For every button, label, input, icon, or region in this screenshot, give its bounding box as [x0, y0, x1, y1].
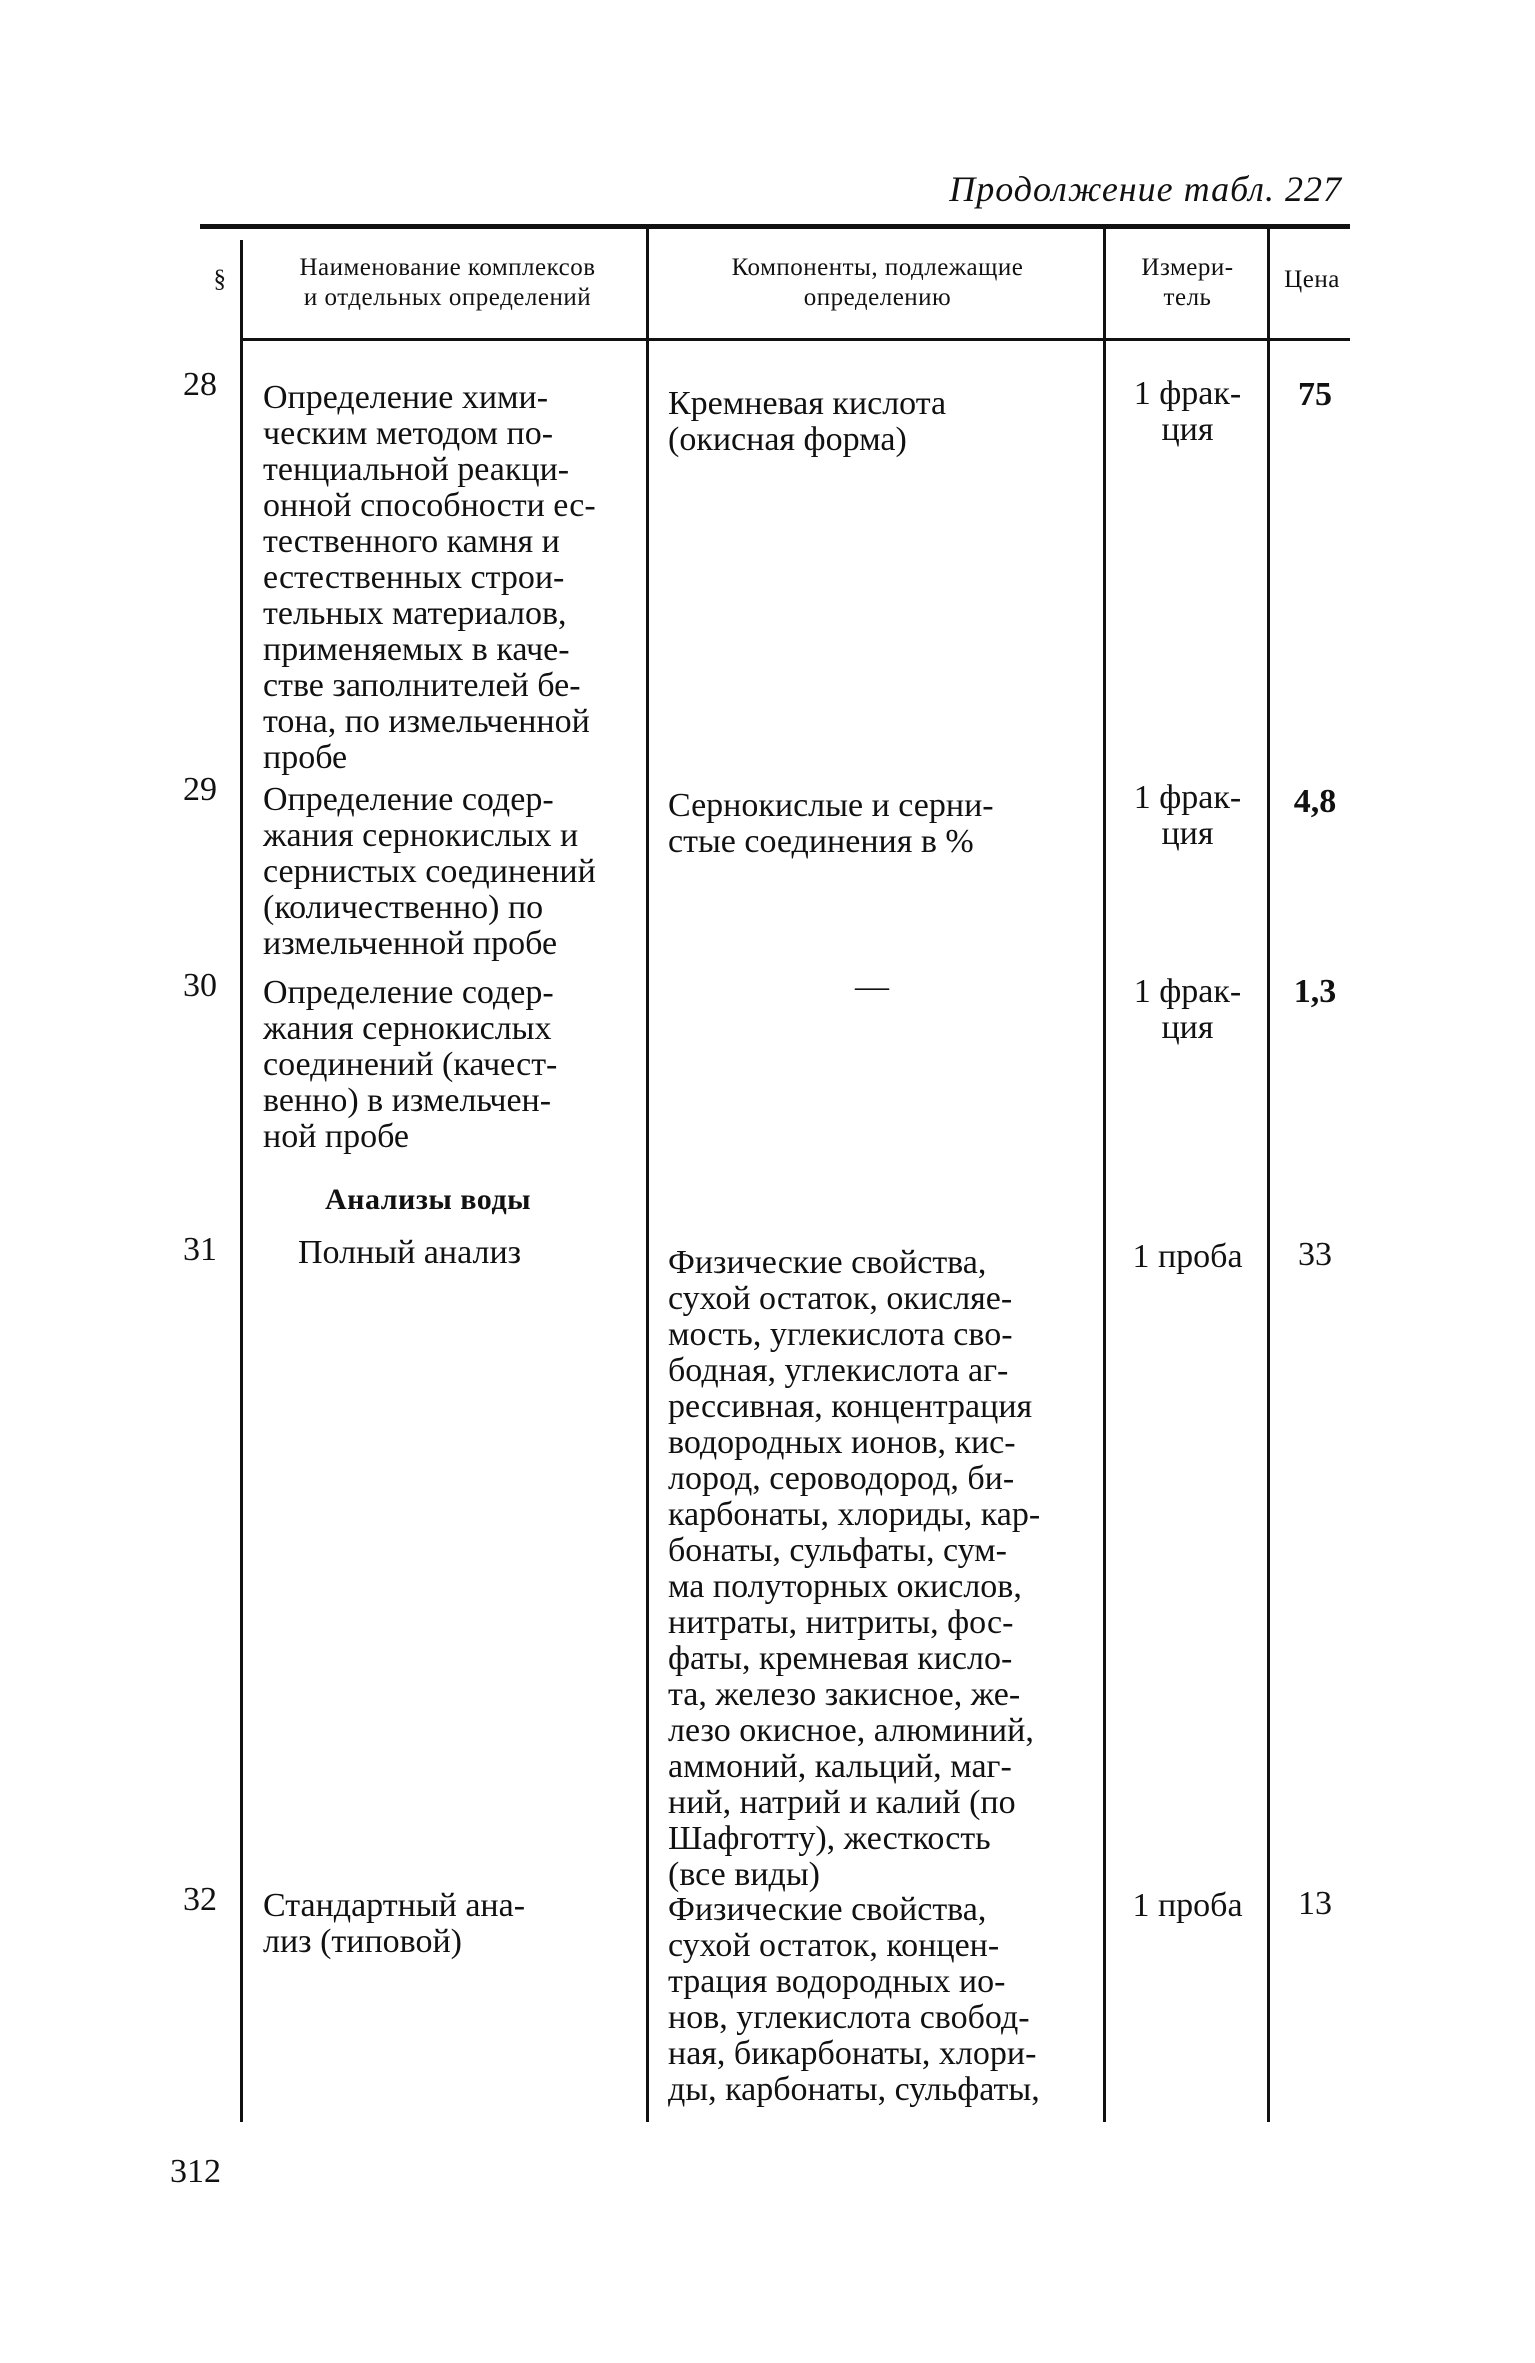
column-divider-3	[1103, 228, 1106, 2122]
row-price: 75	[1298, 376, 1332, 413]
row-unit: 1 фрак- ция	[1133, 779, 1242, 852]
header-name: Наименование комплексов и отдельных определений	[299, 254, 596, 311]
header-section: §	[213, 266, 227, 293]
row-components: Сернокислые и серни- стые соединения в %	[668, 787, 994, 860]
row-components: Кремневая кислота (окисная форма)	[668, 385, 947, 458]
header-bottom-rule	[240, 338, 1350, 341]
row-name: Полный анализ	[298, 1234, 522, 1271]
row-unit: 1 фрак- ция	[1133, 973, 1242, 1046]
row-unit: 1 проба	[1132, 1887, 1243, 1924]
row-number: 31	[183, 1231, 217, 1268]
row-name: Определение хими- ческим методом по- тенциальной реакци- онной способности ес- тественного камня и естественных строи- тельных материалов, применяемых в каче- стве заполнителей бе- тона, по измельченной пробе	[263, 379, 596, 776]
column-divider-2	[646, 228, 649, 2122]
row-name: Стандартный ана- лиз (типовой)	[263, 1887, 526, 1960]
page-number: 312	[170, 2153, 221, 2190]
header-price: Цена	[1284, 266, 1340, 293]
row-name: Определение содер- жания сернокислых соединений (качест- венно) в измельчен- ной пробе	[263, 974, 558, 1155]
row-name: Определение содер- жания сернокислых и сернистых соединений (количественно) по измельченной пробе	[263, 781, 596, 962]
row-number: 28	[183, 366, 217, 403]
row-number: 29	[183, 771, 217, 808]
section-title-water-analysis: Анализы воды	[325, 1183, 532, 1216]
row-components: Физические свойства, сухой остаток, окисляе- мость, углекислота сво- бодная, углекислота аг- рессивная, концентрация водородных ионов, кис- лород, сероводород, би- карбонаты, хлориды, кар- бонаты, сульфаты, сум- ма полуторных окислов, нитраты, нитриты, фос- фаты, кремневая кисло- та, железо закисное, же- лезо окисное, алюминий, аммоний, кальций, маг- ний, натрий и калий (по Шафготту), жесткость (все виды)	[668, 1244, 1041, 1893]
row-price: 33	[1298, 1236, 1332, 1273]
row-components-dash: —	[855, 968, 889, 1005]
row-components: Физические свойства, сухой остаток, концен- трация водородных ио- нов, углекислота свобод- ная, бикарбонаты, хлори- ды, карбонаты, сульфаты,	[668, 1891, 1040, 2108]
row-price: 1,3	[1293, 973, 1337, 1010]
row-number: 32	[183, 1881, 217, 1918]
column-divider-4	[1267, 228, 1270, 2122]
row-price: 13	[1298, 1885, 1332, 1922]
table-top-rule	[200, 224, 1350, 229]
column-divider-1	[240, 240, 243, 2122]
row-unit: 1 проба	[1132, 1238, 1243, 1275]
row-price: 4,8	[1293, 783, 1337, 820]
table-continuation-caption: Продолжение табл. 227	[949, 169, 1342, 209]
row-unit: 1 фрак- ция	[1133, 375, 1242, 448]
header-components: Компоненты, подлежащие определению	[731, 254, 1024, 311]
row-number: 30	[183, 967, 217, 1004]
header-unit: Измери- тель	[1141, 254, 1234, 311]
